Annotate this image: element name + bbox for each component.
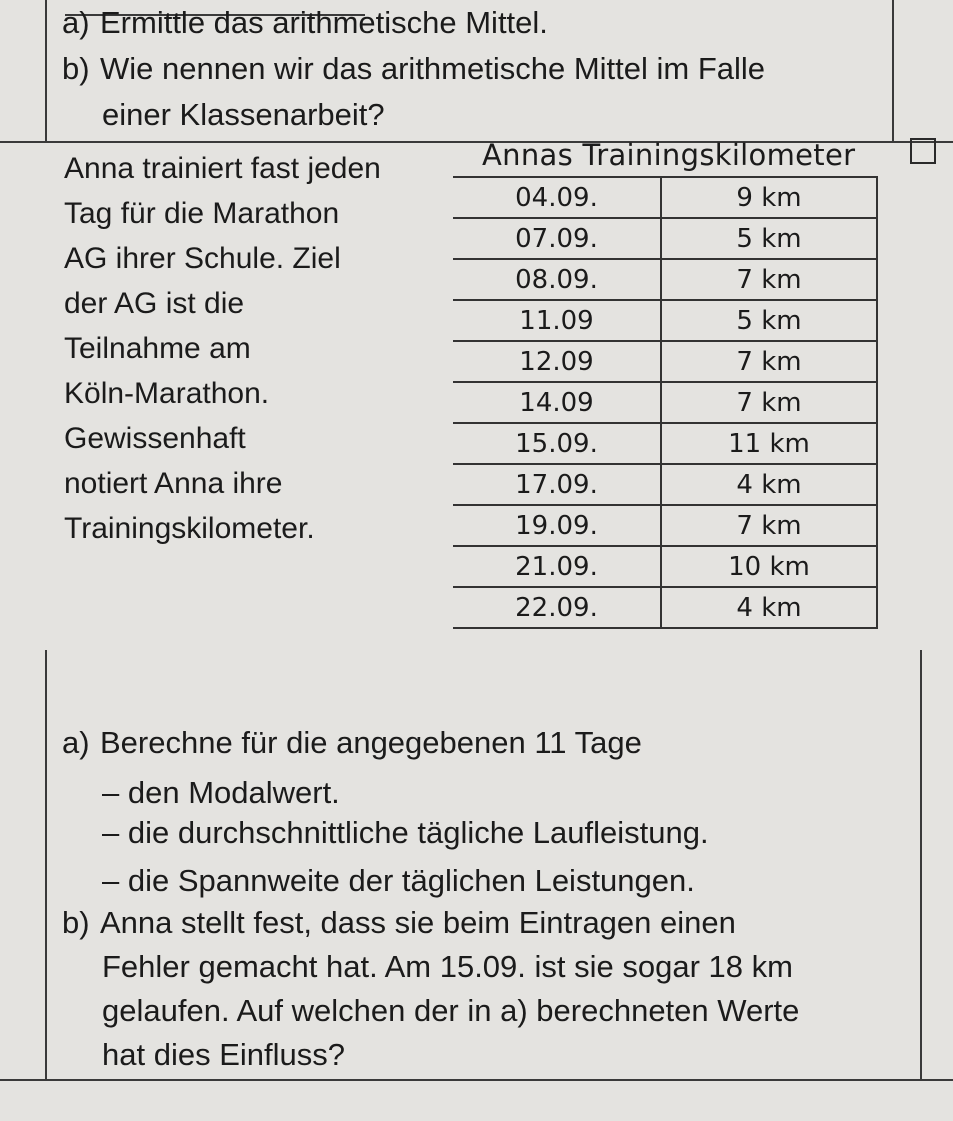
km-cell: 4 km <box>661 464 877 505</box>
date-cell: 07.09. <box>453 218 661 259</box>
km-cell: 9 km <box>661 177 877 218</box>
question-a-label: a) <box>62 725 90 760</box>
question-b-text-3: gelaufen. Auf welchen der in a) berechneten Werte <box>102 993 800 1028</box>
top-task-b-label: b) <box>62 51 90 86</box>
right-border-top <box>892 0 894 142</box>
bottom-rule <box>0 1079 953 1081</box>
table-row <box>453 423 877 464</box>
km-cell: 7 km <box>661 505 877 546</box>
date-cell: 21.09. <box>453 546 661 587</box>
question-b-cont <box>102 988 799 1034</box>
table-title: Annas Trainingskilometer <box>482 138 856 172</box>
story-line: Köln-Marathon. <box>64 377 270 410</box>
question-b-text-2: Fehler gemacht hat. Am 15.09. ist sie sogar 18 km <box>102 949 793 984</box>
table-row <box>453 218 877 259</box>
table-row <box>453 177 877 218</box>
date-cell: 11.09 <box>453 300 661 341</box>
top-task-b-text-1: Wie nennen wir das arithmetische Mittel im Falle <box>100 51 766 86</box>
km-cell: 10 km <box>661 546 877 587</box>
top-task-a-label: a) <box>62 5 90 40</box>
question-b-text-1: Anna stellt fest, dass sie beim Eintragen einen <box>100 905 736 940</box>
left-border-lower <box>45 650 47 1081</box>
answer-checkbox[interactable] <box>910 138 936 164</box>
date-cell: 14.09 <box>453 382 661 423</box>
km-cell: 7 km <box>661 382 877 423</box>
date-cell: 08.09. <box>453 259 661 300</box>
question-b-cont <box>102 1032 345 1078</box>
table-row <box>453 300 877 341</box>
date-cell: 19.09. <box>453 505 661 546</box>
story-line: notiert Anna ihre <box>64 467 283 500</box>
km-cell: 11 km <box>661 423 877 464</box>
question-b-text-4: hat dies Einfluss? <box>102 1037 345 1072</box>
km-cell: 5 km <box>661 300 877 341</box>
km-cell: 4 km <box>661 587 877 628</box>
top-task-b-cont <box>102 92 385 138</box>
date-cell: 15.09. <box>453 423 661 464</box>
question-b-cont <box>102 944 793 990</box>
table-row <box>453 259 877 300</box>
table-row <box>453 341 877 382</box>
question-a-text: Berechne für die angegebenen 11 Tage <box>100 725 642 760</box>
question-a-item-text: – die Spannweite der täglichen Leistungen. <box>102 863 695 898</box>
top-task-b <box>62 46 765 92</box>
story-line: AG ihrer Schule. Ziel <box>64 242 341 275</box>
question-b-label: b) <box>62 905 90 940</box>
date-cell: 12.09 <box>453 341 661 382</box>
date-cell: 22.09. <box>453 587 661 628</box>
question-a-item-text: – die durchschnittliche tägliche Laufleistung. <box>102 815 709 850</box>
date-cell: 04.09. <box>453 177 661 218</box>
story-text <box>64 146 381 551</box>
question-a <box>62 720 642 766</box>
story-line: Trainingskilometer. <box>64 512 315 545</box>
top-task-a-text: Ermittle das arithmetische Mittel. <box>100 5 548 40</box>
table-row <box>453 505 877 546</box>
top-task-b-text-2: einer Klassenarbeit? <box>102 97 385 132</box>
km-cell: 7 km <box>661 259 877 300</box>
story-line: Anna trainiert fast jeden <box>64 152 381 185</box>
table-row <box>453 382 877 423</box>
date-cell: 17.09. <box>453 464 661 505</box>
question-a-item <box>102 810 709 856</box>
story-line: der AG ist die <box>64 287 245 320</box>
km-cell: 5 km <box>661 218 877 259</box>
story-line: Tag für die Marathon <box>64 197 340 230</box>
right-border-lower <box>920 650 922 1081</box>
question-a-item <box>102 858 695 904</box>
question-a-item-text: – den Modalwert. <box>102 775 340 810</box>
km-cell: 7 km <box>661 341 877 382</box>
table-row <box>453 464 877 505</box>
question-b <box>62 900 736 946</box>
table-row <box>453 587 877 628</box>
table-row <box>453 546 877 587</box>
left-border-top <box>45 0 47 142</box>
story-line: Gewissenhaft <box>64 422 246 455</box>
training-table <box>453 176 878 629</box>
top-task-a <box>62 0 548 46</box>
story-line: Teilnahme am <box>64 332 251 365</box>
